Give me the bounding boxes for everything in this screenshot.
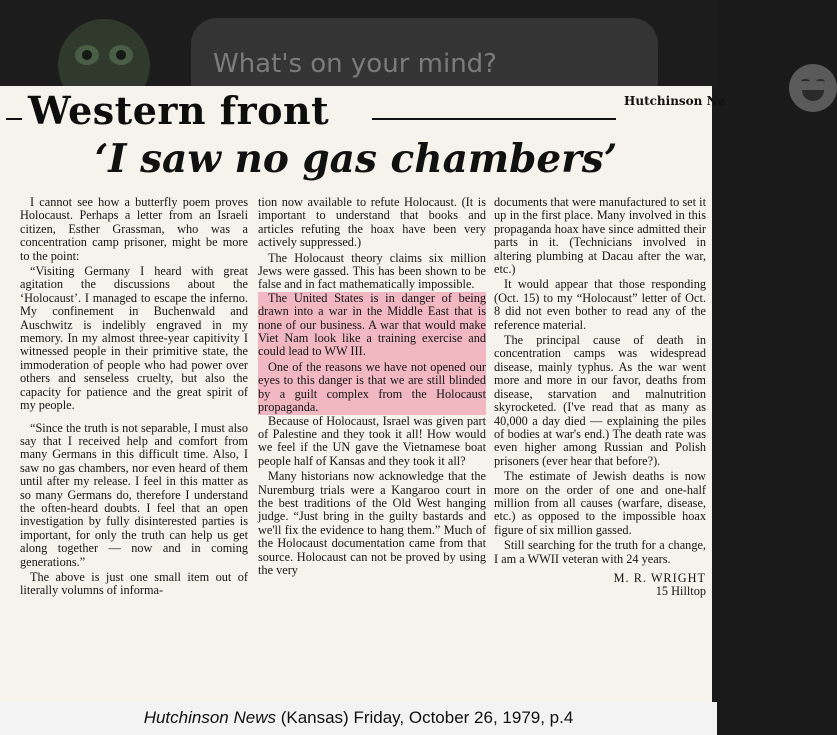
header-rule [6,118,22,120]
post-composer-bar [0,0,717,88]
letter-signature [494,572,706,599]
highlighted-passage [258,292,486,415]
author-name: M. R. WRIGHT [613,570,706,585]
newspaper-name-tag: Hutchinson Ne [624,94,726,108]
paragraph: documents that were manufactured to set it up in the first place. Many involved in this propaganda hoax have since admitted their parts in it. (Technicians involved in altering plumbing at Dacau after the war, etc.) [494,195,706,277]
article-headline: ‘I saw no gas chambers’ [94,136,618,182]
paragraph: tion now available to refute Holocaust. (It is important to understand that books and articles refuting the hoax have been very actively suppressed.) [258,195,486,250]
paragraph: The estimate of Jewish deaths is now more on the order of one and one-half million from all causes (warfare, disease, etc.) as opposed to the impossible hoax figure of six million gassed. [494,469,706,537]
paragraph: The Holocaust theory claims six million Jews were gassed. This has been shown to be false and in fact mathematically impossible. [258,250,486,292]
paragraph: The above is just one small item out of literally volumns of informa- [20,569,248,598]
emoji-icon[interactable] [789,64,837,112]
article-column-3 [494,196,706,599]
paragraph: The principal cause of death in concentration camps was widespread disease, mainly typhus. As the war went more and more in our favor, deaths from disease, starvation and malnutrition skyrocketed. (I've read that as many as 40,000 a day died — explaining the piles of bodies at war's end.) The death rate was even higher among Russian and Polish prisoners (ever hear that before?). [494,333,706,468]
avatar-eye-icon [75,45,99,65]
image-caption [0,708,717,728]
composer-placeholder: What's on your mind? [213,49,497,79]
article-column-2 [258,196,486,577]
caption-paper-name: Hutchinson News [143,708,276,727]
avatar-eye-icon [109,45,133,65]
paragraph: I cannot see how a butterfly poem proves Holocaust. Perhaps a letter from an Israeli citizen, Esther Grassman, who was a concentration camp prisoner, might be more to the point: [20,195,248,263]
paragraph: Still searching for the truth for a change, I am a WWII veteran with 24 years. [494,538,706,566]
newspaper-clipping-image[interactable] [0,86,726,702]
author-address: 15 Hilltop [655,584,706,599]
paragraph: Many historians now acknowledge that the Nuremburg trials were a Kangaroo court in the best traditions of the Old West hanging judge. “Just bring in the guilty bastards and we'll fix the evidence to hang them.” Much of the Holocaust documentation came from that source. Holocaust can not be proved by using the very [258,469,486,577]
paragraph: Because of Holocaust, Israel was given part of Palestine and they took it all! How would we feel if the UN gave the Vietnamese boat people half of Kansas and they took it all? [258,413,486,468]
paragraph: One of the reasons we have not opened our eyes to this danger is that we are still blinded by a guilt complex from the Holocaust propaganda. [258,359,486,415]
paragraph: “Since the truth is not separable, I must also say that I received help and comfort from many Germans in this difficult time. Also, I saw no gas chambers, nor even heard of them until after my release. I feel in this matter as so many Germans do, therefore I understand the often-heard doubts. I feel that an open investigation by fully disinterested parties is important, for only the truth can help us get along together — now and in coming generations.” [20,420,248,569]
section-title: Western front [28,88,330,133]
caption-details: (Kansas) Friday, October 26, 1979, p.4 [275,708,574,727]
paragraph: The United States is in danger of being drawn into a war in the Middle East that is none of our business. A war that would make Viet Nam look like a training exercise and could lead to WW III. [258,290,486,359]
paragraph: “Visiting Germany I heard with great agitation the discussions about the ‘Holocaust’. I managed to escape the inferno. My confinement in Buchenwald and Auschwitz is indelibly engraved in my memory. In my almost three-year capitivity I witnessed people in their primitive state, the immoderation of people who had power over others and senseless cruelty, but also the capacity for patience and the great spirit of my people. [20,264,248,413]
header-rule [372,118,616,120]
paragraph: It would appear that those responding (Oct. 15) to my “Holocaust” letter of Oct. 8 did not even bother to read any of the reference material. [494,277,706,332]
image-caption-bar [0,702,717,735]
article-column-1 [20,196,248,598]
